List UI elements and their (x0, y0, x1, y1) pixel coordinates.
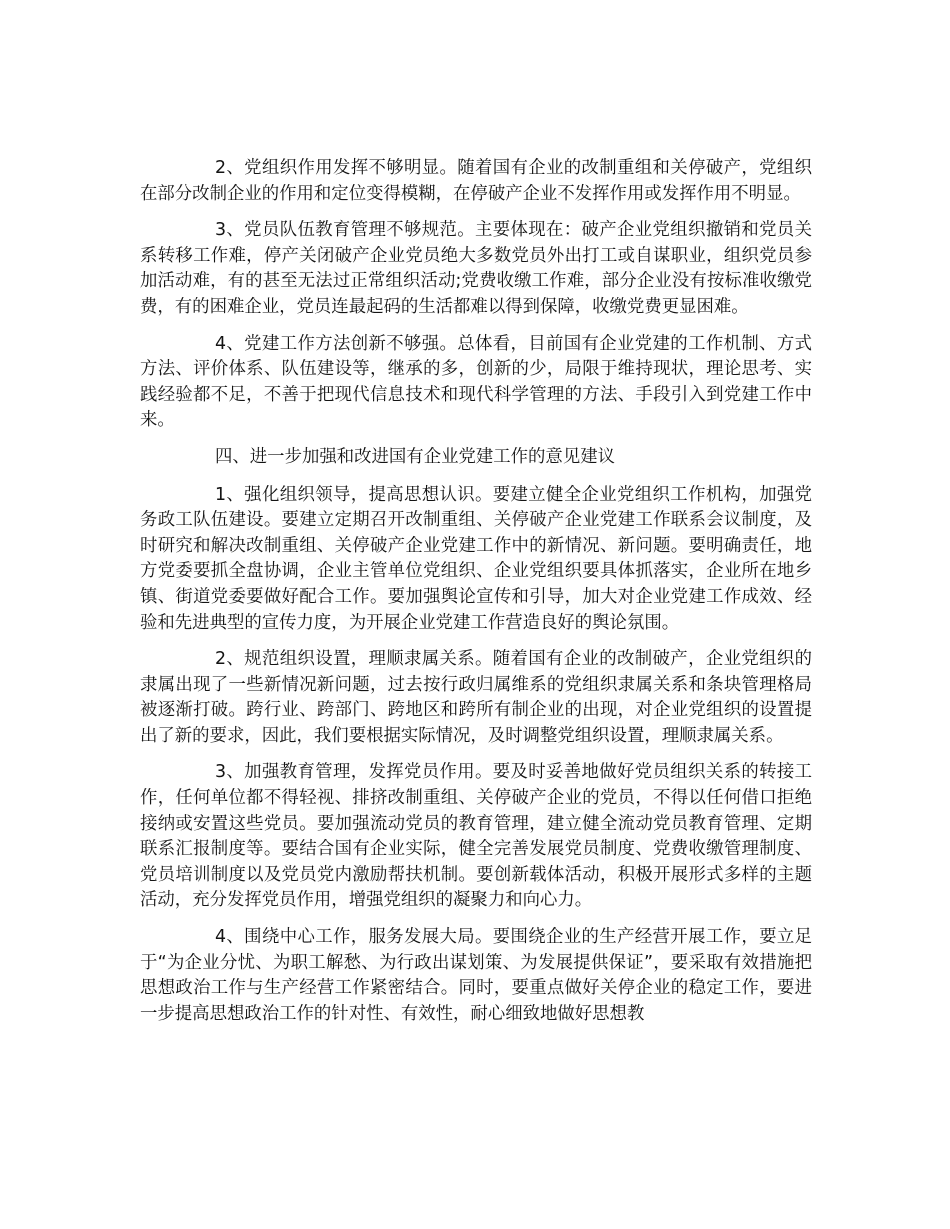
document-page (140, 156, 812, 1038)
section-heading: 四、进一步加强和改进国有企业党建工作的意见建议 (215, 446, 615, 467)
paragraph-problem-4: 4、党建工作方法创新不够强。总体看，目前国有企业党建的工作机制、方式方法、评价体系、队伍建设等，继承的多，创新的少，局限于维持现状，理论思考、实践经验都不足，不善于把现代信息技术和现代科学管理的方法、手段引入到党建工作中来。 (140, 333, 812, 431)
paragraph-problem-2: 2、党组织作用发挥不够明显。随着国有企业的改制重组和关停破产，党组织在部分改制企业的作用和定位变得模糊，在停破产企业不发挥作用或发挥作用不明显。 (140, 158, 812, 204)
paragraph-problem-3: 3、党员队伍教育管理不够规范。主要体现在：破产企业党组织撤销和党员关系转移工作难，停产关闭破产企业党员绝大多数党员外出打工或自谋职业，组织党员参加活动难，有的甚至无法过正常组织活动;党费收缴工作难，部分企业没有按标准收缴党费，有的困难企业，党员连最起码的生活都难以得到保障，收缴党费更显困难。 (140, 220, 812, 317)
paragraph-suggestion-3: 3、加强教育管理，发挥党员作用。要及时妥善地做好党员组织关系的转接工作，任何单位都不得轻视、排挤改制重组、关停破产企业的党员，不得以任何借口拒绝接纳或安置这些党员。要加强流动党员的教育管理，建立健全流动党员教育管理、定期联系汇报制度等。要结合国有企业实际，健全完善发展党员制度、党费收缴管理制度、党员培训制度以及党员党内激励帮扶机制。要创新载体活动，积极开展形式多样的主题活动，充分发挥党员作用，增强党组织的凝聚力和向心力。 (140, 762, 812, 911)
paragraph-suggestion-1: 1、强化组织领导，提高思想认识。要建立健全企业党组织工作机构，加强党务政工队伍建设。要建立定期召开改制重组、关停破产企业党建工作联系会议制度，及时研究和解决改制重组、关停破产企业党建工作中的新情况、新问题。要明确责任，地方党委要抓全盘协调，企业主管单位党组织、企业党组织要具体抓落实，企业所在地乡镇、街道党委要做好配合工作。要加强舆论宣传和引导，加大对企业党建工作成效、经验和先进典型的宣传力度，为开展企业党建工作营造良好的舆论氛围。 (140, 484, 812, 633)
paragraph-suggestion-2: 2、规范组织设置，理顺隶属关系。随着国有企业的改制破产，企业党组织的隶属出现了一些新情况新问题，过去按行政归属维系的党组织隶属关系和条块管理格局被逐渐打破。跨行业、跨部门、跨地区和跨所有制企业的出现，对企业党组织的设置提出了新的要求，因此，我们要根据实际情况，及时调整党组织设置，理顺隶属关系。 (140, 649, 812, 746)
paragraph-suggestion-4: 4、围绕中心工作，服务发展大局。要围绕企业的生产经营开展工作，要立足于“为企业分忧、为职工解愁、为行政出谋划策、为发展提供保证”，要采取有效措施把思想政治工作与生产经营工作紧密结合。同时，要重点做好关停企业的稳定工作，要进一步提高思想政治工作的针对性、有效性，耐心细致地做好思想教 (140, 927, 812, 1024)
